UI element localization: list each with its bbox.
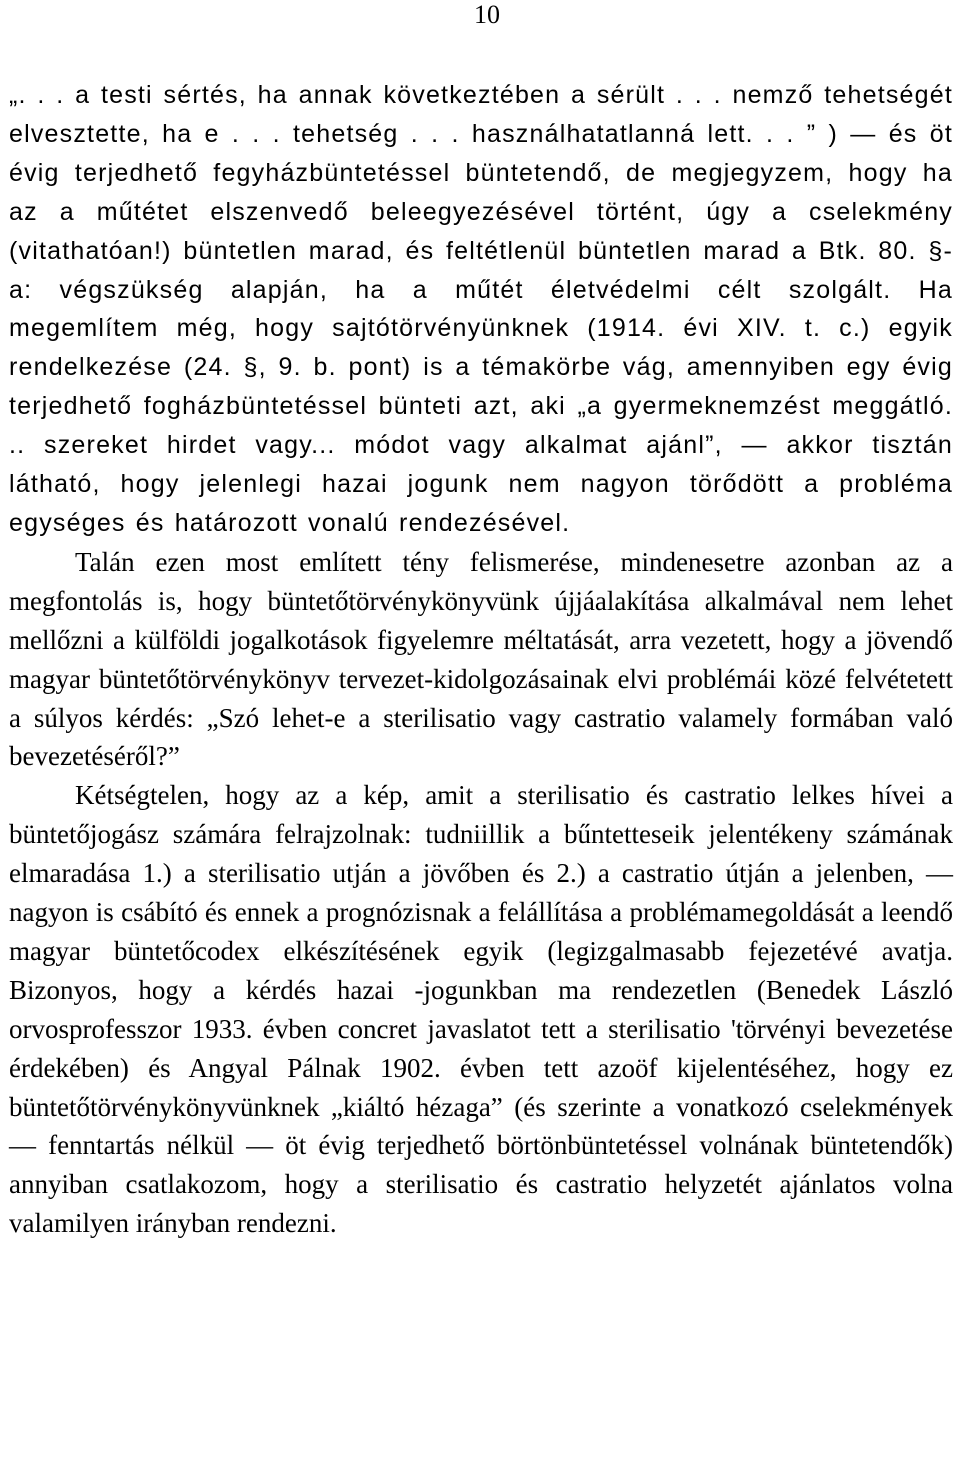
document-page bbox=[9, 0, 953, 1472]
paragraph-third: Kétségtelen, hogy az a kép, amit a sterilisatio és castratio lelkes hívei a büntetőjogász számára felrajzolnak: tudniillik a bűntetteseik jelentékeny számának elmaradása 1.) a sterilisatio utján a jövőben és 2.) a castratio útján a jelenben, — nagyon is csábító és ennek a prognózisnak a felállítása a problémamegoldását a leendő magyar büntetőcodex elkészítésének egyik (legizgalmasabb fejezetévé avatja. Bizonyos, hogy a kérdés hazai -jogunkban ma rendezetlen (Benedek László orvosprofesszor 1933. évben concret javaslatot tett a sterilisatio 'törvényi bevezetése érdekében) és Angyal Pálnak 1902. évben tett azoöf kijelentéséhez, hogy ez büntetőtörvénykönyvünknek „kiáltó hézaga” (és szerinte a vonatkozó cselekmények — fenntartás nélkül — öt évig terjedhető börtönbüntetéssel volnának büntetendők) annyiban csatlakozom, hogy a sterilisatio és castratio helyzetét ajánlatos volna valamilyen irányban rendezni. bbox=[9, 780, 953, 1239]
body-text bbox=[9, 76, 953, 1243]
paragraph-second: Talán ezen most említett tény felismerése, mindenesetre azonban az a megfontolás is, hogy büntetőtörvénykönyvünk újjáalakítása alkalmával nem lehet mellőzni a külföldi jogalkotások figyelemre méltatását, arra vezetett, hogy a jövendő magyar büntetőtörvénykönyv tervezet-kidolgozásainak elvi problémái közé felvétetett a súlyos kérdés: „Szó lehet-e a sterilisatio vagy castratio valamely formában való bevezetéséről?” bbox=[9, 546, 953, 772]
paragraph-quote: „. . . a testi sértés, ha annak következtében a sérült . . . nemző tehetségét elvesztette, ha e . . . tehetség . . . használhatatlanná lett. . . ” ) — és öt évig terjedhető fegyházbüntetéssel büntetendő, de megjegyzem, hogy ha az a műtétet elszenvedő beleegyezésével történt, úgy a cselekmény (vitathatóan!) büntetlen marad, és feltétlenül büntetlen marad a Btk. 80. §-a: végszükség alapján, ha a műtét életvédelmi célt szolgált. Ha megemlítem még, hogy sajtótörvényünknek (1914. évi XIV. t. c.) egyik rendelkezése (24. §, 9. b. pont) is a témakörbe vág, amennyiben egy évig terjedhető fogházbüntetéssel bünteti azt, aki „a gyermeknemzést meggátló. .. szereket hirdet vagy... módot vagy alkalmat ajánl”, — akkor tisztán látható, hogy jelenlegi hazai jogunk nem nagyon törődött a probléma egységes és határozott vonalú rendezésével. bbox=[9, 81, 953, 537]
page-number: 10 bbox=[474, 0, 500, 29]
